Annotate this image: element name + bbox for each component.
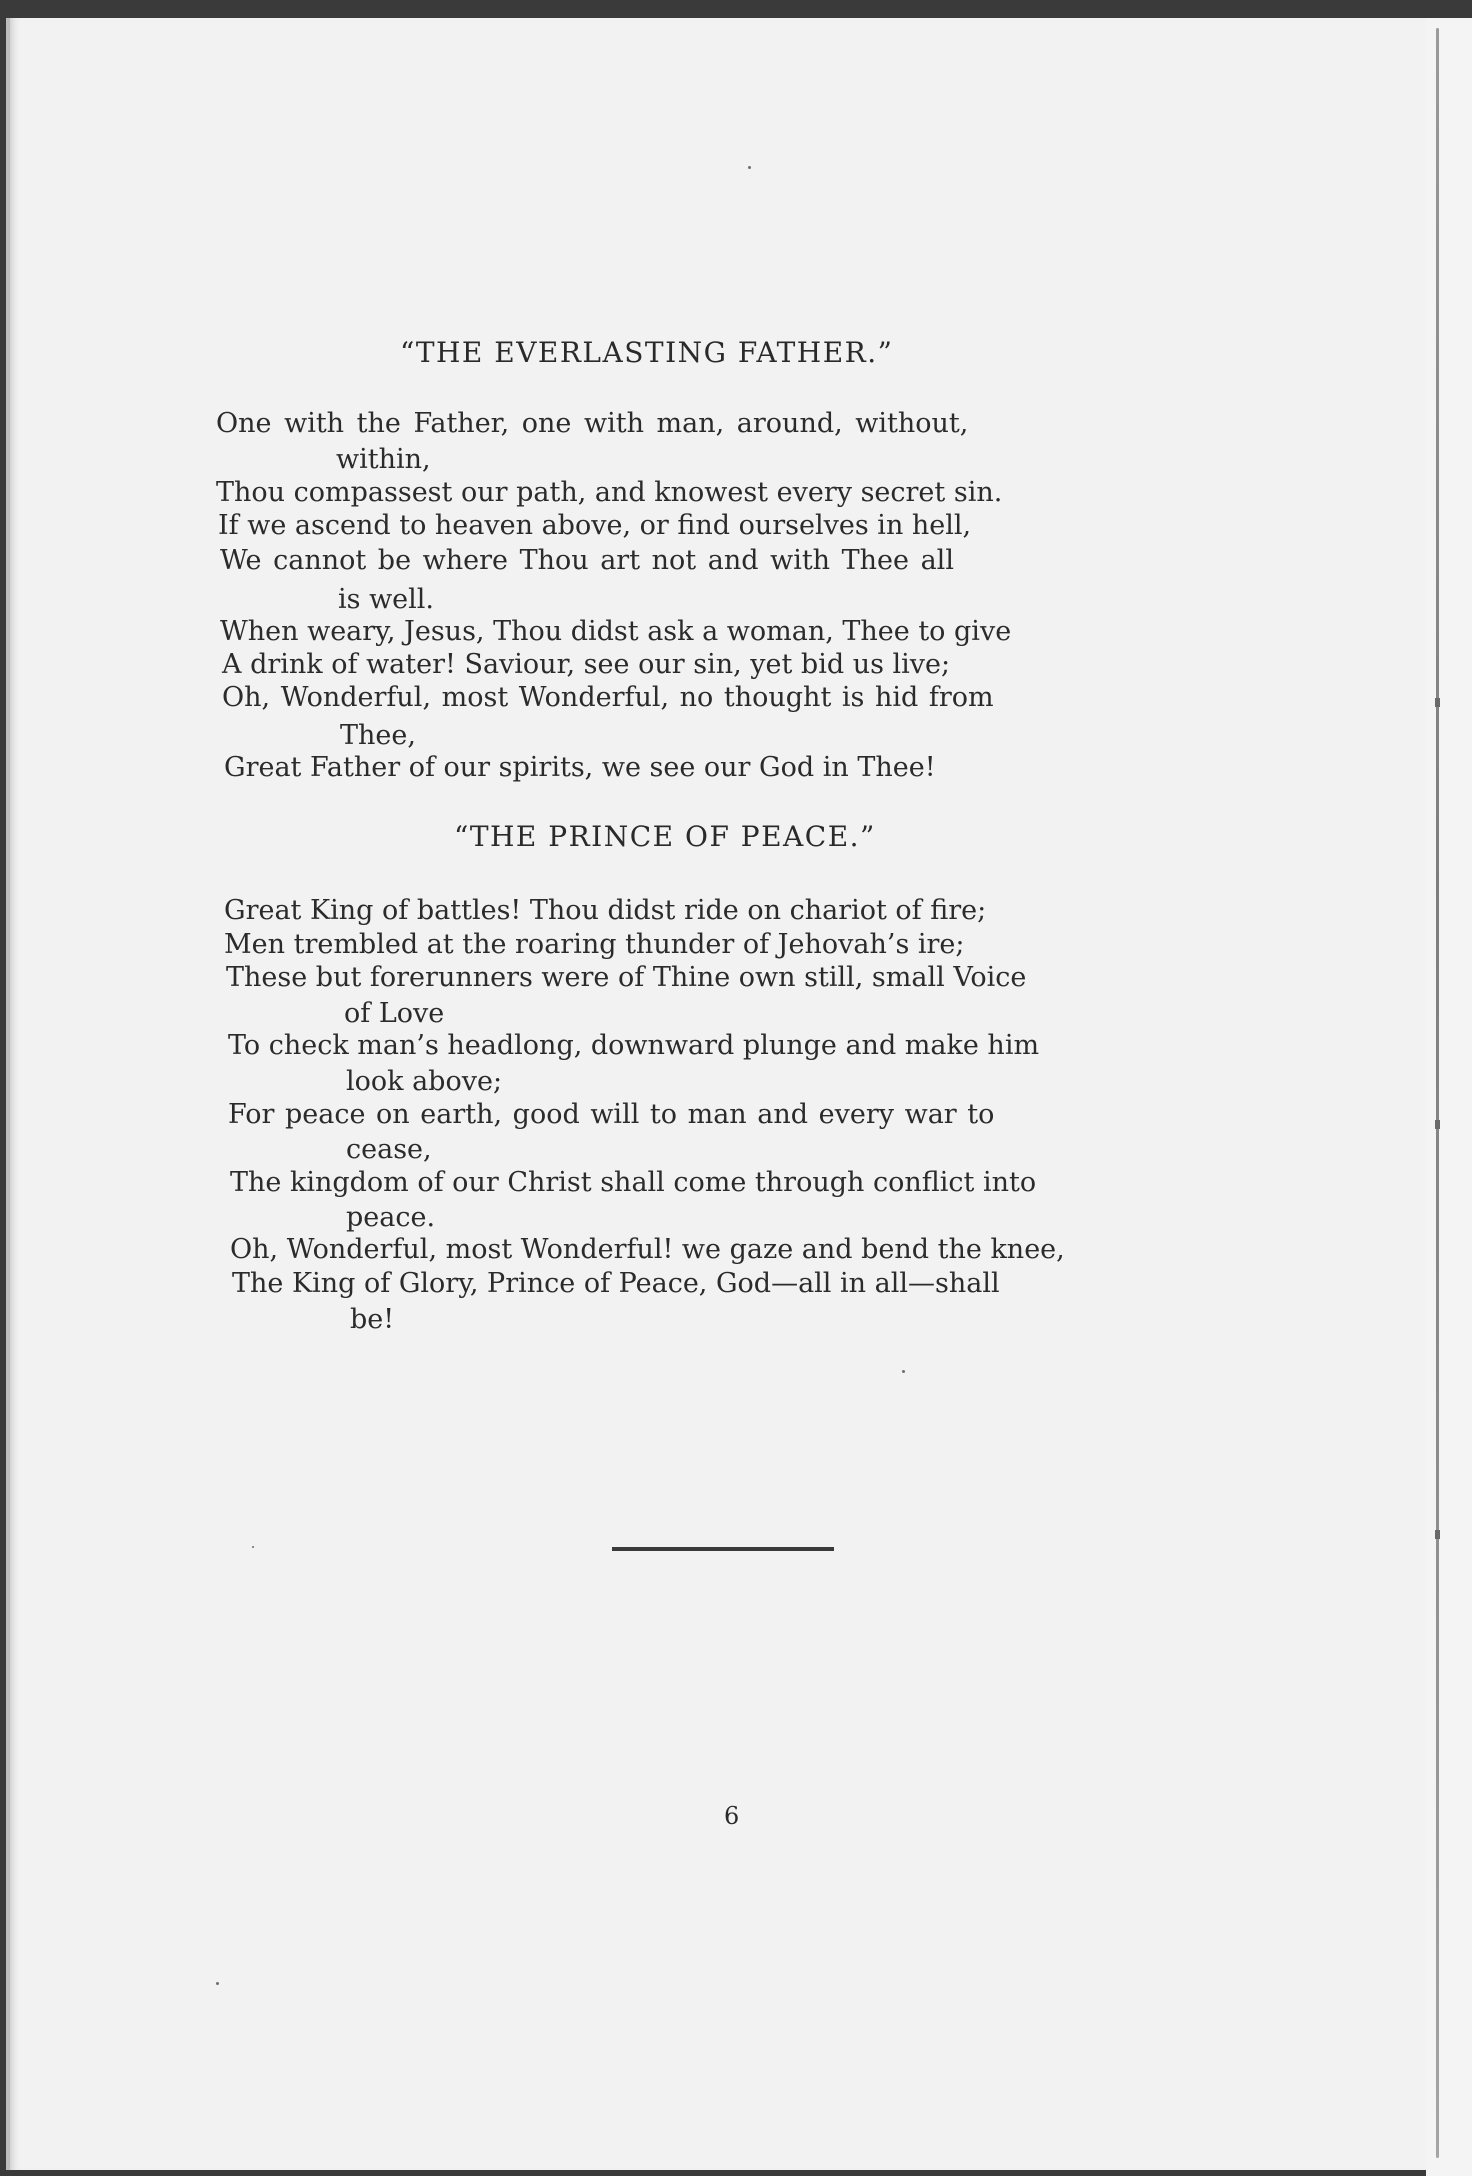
binding-mark <box>1435 1530 1440 1539</box>
poem-title-everlasting-father: “THE EVERLASTING FATHER.” <box>400 336 894 369</box>
poem-line: Thou compassest our path, and knowest every secret sin. <box>216 477 1003 508</box>
poem-line: These but forerunners were of Thine own still, small Voice <box>226 962 1027 993</box>
poem-line: To check man’s headlong, downward plunge and make him <box>228 1030 1040 1061</box>
section-divider-rule <box>612 1547 834 1551</box>
poem-line: A drink of water! Saviour, see our sin, yet bid us live; <box>222 649 951 680</box>
poem-line: The King of Glory, Prince of Peace, God—all in all—shall <box>232 1268 1000 1299</box>
poem-line: be! <box>350 1304 395 1335</box>
facing-page-edge <box>1426 18 1472 2176</box>
paper-speck <box>252 1546 254 1548</box>
poem-line: Oh, Wonderful, most Wonderful! we gaze and bend the knee, <box>230 1234 1065 1265</box>
poem-line: The kingdom of our Christ shall come through conflict into <box>230 1167 1037 1198</box>
paper-speck <box>902 1370 905 1373</box>
poem-line: within, <box>336 444 431 475</box>
poem-line: Oh, Wonderful, most Wonderful, no thought is hid from <box>222 682 994 713</box>
poem-line: One with the Father, one with man, around, without, <box>216 408 969 439</box>
poem-line: cease, <box>346 1134 432 1165</box>
paper-speck <box>216 1982 219 1985</box>
poem-line: look above; <box>346 1066 503 1097</box>
page-number: 6 <box>724 1802 740 1830</box>
poem-line: of Love <box>344 998 445 1029</box>
poem-line: is well. <box>338 584 435 615</box>
poem-line: If we ascend to heaven above, or find ourselves in hell, <box>218 510 972 541</box>
binding-mark <box>1435 1120 1440 1129</box>
poem-line: When weary, Jesus, Thou didst ask a woman, Thee to give <box>220 616 1012 647</box>
poem-line: Men trembled at the roaring thunder of Jehovah’s ire; <box>224 929 965 960</box>
poem-line: Great Father of our spirits, we see our God in Thee! <box>224 752 936 783</box>
poem-title-prince-of-peace: “THE PRINCE OF PEACE.” <box>454 820 876 853</box>
poem-line: Great King of battles! Thou didst ride on chariot of fire; <box>224 895 987 926</box>
poem-line: We cannot be where Thou art not and with Thee all <box>220 545 954 576</box>
binding-mark <box>1435 698 1440 707</box>
poem-line: Thee, <box>340 720 416 751</box>
page-fold-line <box>1436 28 1439 2158</box>
poem-line: For peace on earth, good will to man and every war to <box>228 1099 995 1130</box>
paper-speck <box>748 166 751 169</box>
poem-line: peace. <box>346 1202 436 1233</box>
